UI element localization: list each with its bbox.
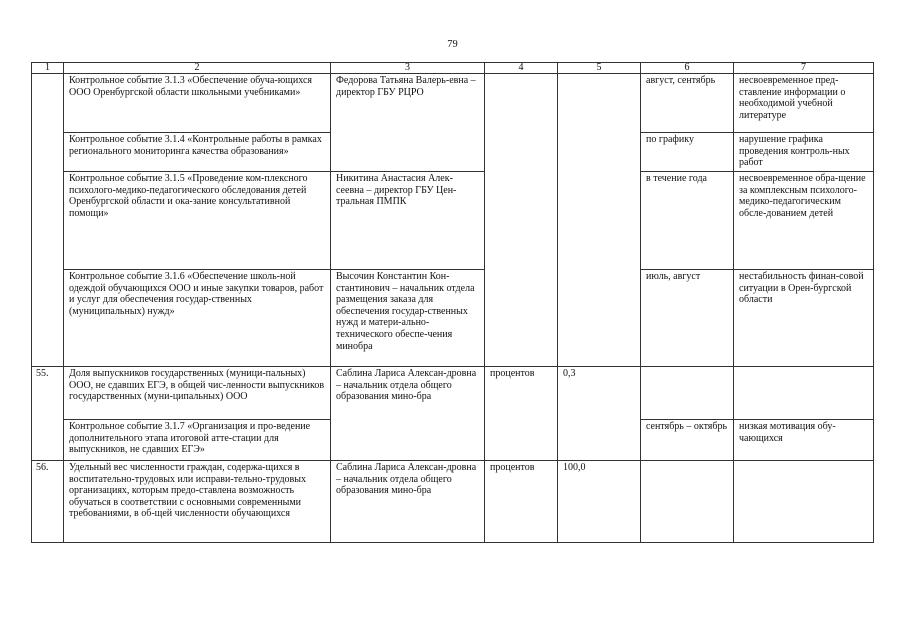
table-row: [32, 74, 874, 133]
column-number: 5: [558, 63, 641, 74]
period-cell: [641, 461, 734, 543]
risk-cell: [734, 367, 874, 420]
responsible-cell: Федорова Татьяна Валерь-евна – директор ГБУ РЦРО: [331, 74, 485, 172]
period-cell: август, сентябрь: [641, 74, 734, 133]
event-cell: Контрольное событие 3.1.6 «Обеспечение школь-ной одеждой обучающихся ООО и иные закупки товаров, работ и услуг для обеспечения государ-ственных (муниципальных) нужд»: [64, 270, 331, 367]
column-number: 1: [32, 63, 64, 74]
value-cell: 100,0: [558, 461, 641, 543]
unit-cell: [485, 74, 558, 367]
risk-cell: нарушение графика проведения контроль-ных работ: [734, 133, 874, 172]
page-number: 79: [447, 39, 458, 50]
column-number: 3: [331, 63, 485, 74]
responsible-cell: Саблина Лариса Алексан-дровна – начальник отдела общего образования мино-бра: [331, 367, 485, 461]
column-number: 2: [64, 63, 331, 74]
event-cell: Контрольное событие 3.1.4 «Контрольные работы в рамках регионального мониторинга качества образования»: [64, 133, 331, 172]
column-number: 4: [485, 63, 558, 74]
table-row: [32, 172, 874, 270]
table-row: [32, 270, 874, 367]
risk-cell: несвоевременное обра-щение за комплексным психолого-медико-педагогическим обсле-дованием детей: [734, 172, 874, 270]
row-number-cell: [32, 74, 64, 367]
column-number-row: [32, 63, 874, 74]
responsible-cell: Никитина Анастасия Алек-сеевна – директор ГБУ Цен-тральная ПМПК: [331, 172, 485, 270]
table-row: [32, 461, 874, 543]
risk-cell: [734, 461, 874, 543]
risk-cell: низкая мотивация обу-чающихся: [734, 420, 874, 461]
row-number-cell: 56.: [32, 461, 64, 543]
period-cell: по графику: [641, 133, 734, 172]
period-cell: в течение года: [641, 172, 734, 270]
row-number-cell: 55.: [32, 367, 64, 461]
period-cell: июль, август: [641, 270, 734, 367]
column-number: 7: [734, 63, 874, 74]
column-number: 6: [641, 63, 734, 74]
indicator-cell: Удельный вес численности граждан, содержа-щихся в воспитательно-трудовых или исправи-тельно-трудовых организациях, которым предо-ставлена возможность обучаться в соответствии с основными современными требованиями, в об-щей численности обучающихся: [64, 461, 331, 543]
responsible-cell: Саблина Лариса Алексан-дровна – начальник отдела общего образования мино-бра: [331, 461, 485, 543]
event-cell: Контрольное событие 3.1.3 «Обеспечение обуча-ющихся ООО Оренбургской области школьными учебниками»: [64, 74, 331, 133]
indicator-cell: Доля выпускников государственных (муници-пальных) ООО, не сдавших ЕГЭ, в общей чис-ленности выпускников государственных (муни-ципальных) ООО: [64, 367, 331, 420]
risk-cell: нестабильность финан-совой ситуации в Орен-бургской области: [734, 270, 874, 367]
event-cell: Контрольное событие 3.1.5 «Проведение ком-плексного психолого-медико-педагогического обследования детей Оренбургской области и ока-зание консультативной помощи»: [64, 172, 331, 270]
event-cell: Контрольное событие 3.1.7 «Организация и про-ведение дополнительного этапа итоговой атте-стации для выпускников, не сдавших ЕГЭ»: [64, 420, 331, 461]
measures-table: [31, 62, 874, 543]
value-cell: 0,3: [558, 367, 641, 461]
responsible-cell: Высочин Константин Кон-стантинович – начальник отдела размещения заказа для обеспечения государ-ственных нужд и матери-ально-технического обеспе-чения минобра: [331, 270, 485, 367]
table-row: [32, 367, 874, 420]
risk-cell: несвоевременное пред-ставление информации о необходимой учебной литературе: [734, 74, 874, 133]
unit-cell: процентов: [485, 461, 558, 543]
period-cell: сентябрь – октябрь: [641, 420, 734, 461]
period-cell: [641, 367, 734, 420]
value-cell: [558, 74, 641, 367]
unit-cell: процентов: [485, 367, 558, 461]
